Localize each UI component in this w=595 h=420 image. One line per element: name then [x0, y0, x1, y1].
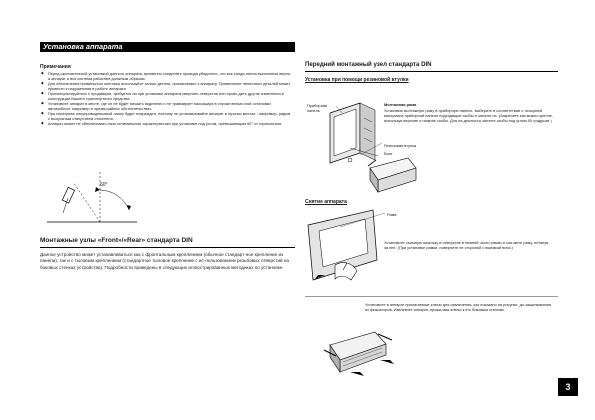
frame2-text: Установите съемную шпильку в отверстие в нижней части рамки и сни-мите раму, потянув за нее. (При установке рамки, поверните ее стороной с выемкой вниз.) — [384, 240, 549, 250]
section-title: Установка аппарата — [43, 42, 123, 51]
angle-illustration — [45, 168, 145, 230]
label-bushing: Резиновая втулка — [384, 143, 417, 148]
angle-label: 60° — [100, 182, 108, 188]
label-frame: Монтажная рама — [384, 102, 417, 107]
removal-title: Снятие аппарата — [305, 199, 347, 205]
label-frame2: Рама — [387, 212, 397, 217]
section-header-installation — [40, 42, 295, 52]
removal-divider — [305, 296, 558, 297]
note-item: ◆ Для обеспечения правильного монтажа используйте только детали, прилагаемые к аппарату. Применение неплотных деталей может привести к нарушениям в работе аппарата. — [40, 81, 292, 91]
note-item: ◆ Перед окончательной установкой данного аппарата, временно соедините провода убедитесь, что все соеди-нения выполнены верно, а аппарат и вся система работают должным образом. — [40, 71, 292, 81]
front-din-title: Передний монтажный узел стандарта DIN — [305, 61, 432, 68]
release-keys-illustration — [320, 320, 400, 380]
mount-title-rule — [40, 247, 295, 248]
page-number: 3 — [558, 378, 578, 396]
notes-title: Примечания — [40, 64, 71, 70]
notes-list — [40, 71, 292, 126]
note-item: ◆ Аппарат может не обеспечивать свои оптимальные характеристики при установке под углом, превышающим 60° от горизонтали. — [40, 121, 292, 126]
frame-text: Установив монтажную раму в приборную панель, выберите в соответствии с толщиной материала приборной панели подходящие скобы и загните их. (Закрепите как можно крепче, используя верхние и нижние скобы. Для на-дежности загните скобы под углом 90 градусов.) — [384, 108, 553, 123]
rubber-title: Установка при помощи резиновой втулки — [305, 77, 409, 83]
mount-text: Данное устройство может устанавливаться как с фронтальным креплением (обычное стандарт-ное крепление из панели), так и с тыловым креплением (стандартное тыловое крепление с ис-пользованием резьбовых отверстий на боковых стенках устройства). Подробности приведены в следующих иллюстрированных методиках по установке. — [40, 252, 289, 270]
note-item: ◆ Проконсультируйтесь с продавцом, требуется ли при установке аппарата сверлить отверстия или прово-дить другие изменения в конструкции Вашего транспортного средства. — [40, 91, 292, 101]
label-screw: Винт — [384, 151, 393, 156]
din-install-illustration — [320, 98, 420, 198]
frame-removal-illustration — [305, 205, 385, 285]
front-din-rule — [305, 71, 558, 72]
note-item: ◆ Установите аппарат в месте, где он не будет мешать водителю и не травмирует пассажира в случае внезап-ной остановки автомобиля, например в чрезвычайных обстоятельствах. — [40, 101, 292, 111]
label-dashboard: Приборная панель — [307, 103, 328, 113]
keys-text: Установите в аппарат прилагаемые ключи для извлечения, как показано на рисунке, до защелкивания их фиксаторов. Извлеките аппарат, прижи-мая ключи к его боковым стенкам. — [365, 302, 552, 312]
mount-title: Монтажные узлы «Front»/«Rear» стандарта DIN — [40, 237, 193, 244]
note-item: ◆ При перегреве полупроводниковый лазер будет поврежден, поэтому не устанавливайте аппарат в горячих местах - например, рядом с выпускным отверстием отопителя. — [40, 111, 292, 121]
